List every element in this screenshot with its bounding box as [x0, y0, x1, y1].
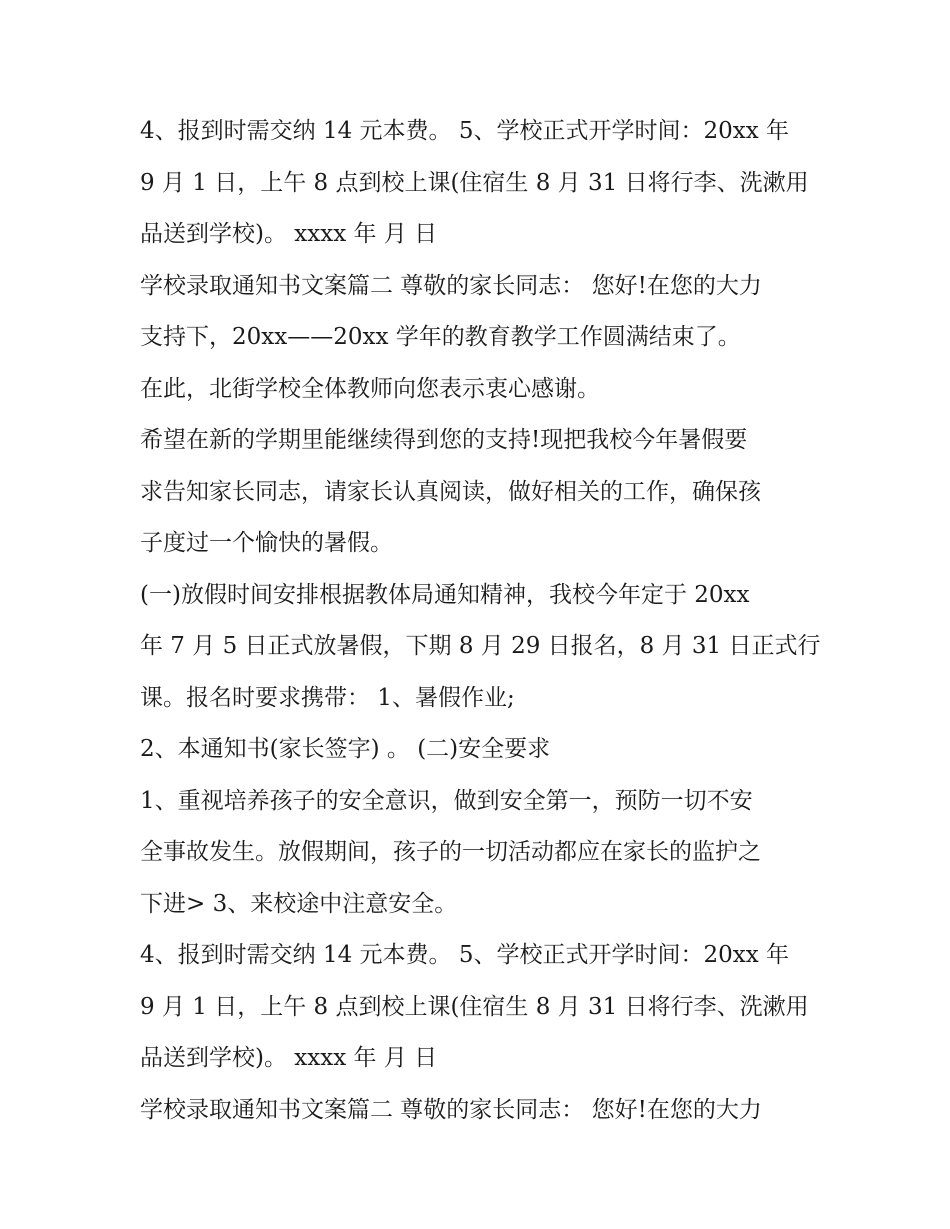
text-line: 2、本通知书(家长签字) 。 (二)安全要求: [140, 736, 551, 762]
text-line: 9 月 1 日，上午 8 点到校上课(住宿生 8 月 31 日将行李、洗漱用: [140, 169, 809, 196]
text-line: 4、报到时需交纳 14 元本费。 5、学校正式开学时间：20xx 年: [140, 942, 789, 968]
text-line: 子度过一个愉快的暑假。: [140, 530, 393, 556]
document-body: [140, 106, 820, 1136]
text-line: 全事故发生。放假期间，孩子的一切活动都应在家长的监护之: [140, 839, 761, 865]
text-line: 年 7 月 5 日正式放暑假，下期 8 月 29 日报名，8 月 31 日正式行: [140, 633, 821, 659]
text-line: 求告知家长同志，请家长认真阅读，做好相关的工作，确保孩: [140, 478, 761, 505]
text-line: 1、重视培养孩子的安全意识，做到安全第一，预防一切不安: [140, 787, 753, 814]
text-line: 4、报到时需交纳 14 元本费。 5、学校正式开学时间：20xx 年: [140, 118, 789, 144]
text-line: 学校录取通知书文案篇二 尊敬的家长同志： 您好!在您的大力: [140, 272, 762, 299]
text-line: 品送到学校)。 xxxx 年 月 日: [140, 221, 438, 247]
text-line: 课。报名时要求携带： 1、暑假作业;: [140, 684, 515, 711]
text-line: 希望在新的学期里能继续得到您的支持!现把我校今年暑假要: [140, 427, 748, 453]
text-line: 学校录取通知书文案篇二 尊敬的家长同志： 您好!在您的大力: [140, 1096, 762, 1123]
text-line: 在此，北街学校全体教师向您表示衷心感谢。: [140, 375, 600, 402]
text-line: 品送到学校)。 xxxx 年 月 日: [140, 1045, 438, 1071]
text-line: (一)放假时间安排根据教体局通知精神，我校今年定于 20xx: [140, 581, 750, 608]
text-line: 下进> 3、来校途中注意安全。: [140, 890, 458, 917]
text-line: 9 月 1 日，上午 8 点到校上课(住宿生 8 月 31 日将行李、洗漱用: [140, 993, 809, 1020]
text-line: 支持下，20xx——20xx 学年的教育教学工作圆满结束了。: [140, 324, 741, 350]
